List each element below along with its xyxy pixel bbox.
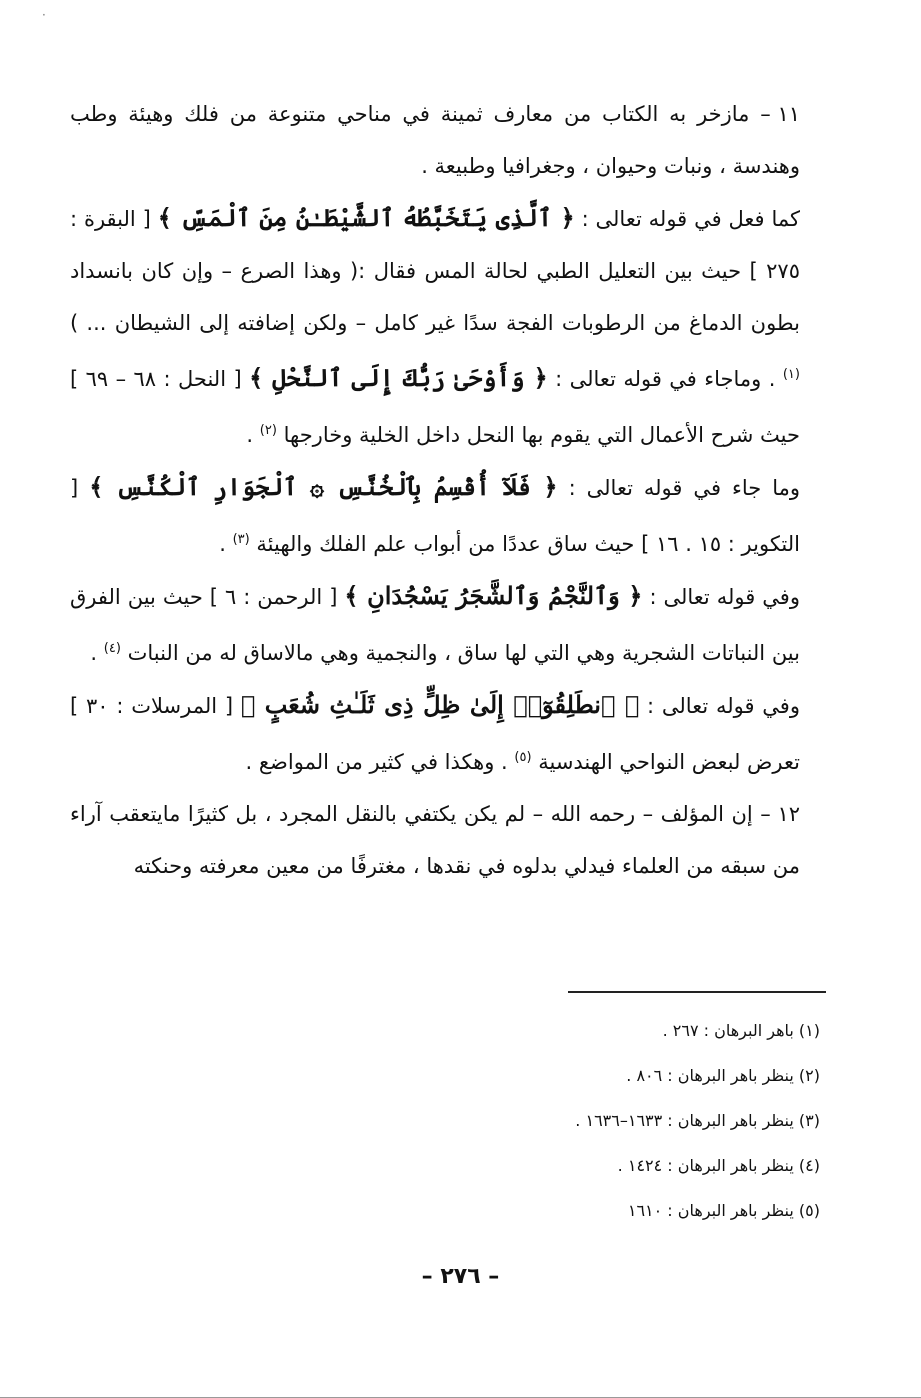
paragraph-text: [ النحل : ٦٨ – ٦٩ ] حيث شرح الأعمال التي يقوم بها النحل داخل الخلية وخارجها [70,367,800,447]
footnote-ref: (٣) [232,532,250,547]
item-number: ١١ – [760,102,800,126]
body-text [70,88,800,892]
paragraph-text: [ الرحمن : ٦ ] حيث بين الفرق بين النباتات الشجرية وهي التي لها ساق ، والنجمية وهي مالاساق له من النبات [70,585,800,665]
footnote-separator [568,991,826,993]
paragraph-mass [70,192,800,461]
quran-verse: ﴿ وَأَوْحَىٰ رَبُّكَ إِلَى ٱلنَّحْلِ ﴾ [249,363,548,392]
quran-verse: ﴿ ٱلَّذِى يَتَخَبَّطُهُ ٱلشَّيْطَـٰنُ مِنَ ٱلْمَسِّ ﴾ [157,203,575,232]
footnote-ref: (١) [782,367,800,382]
paragraph-11 [70,88,800,192]
paragraph-12 [70,788,800,892]
paragraph-khunnas [70,461,800,570]
page-number: – ٢٧٦ – [421,1264,500,1289]
footnote-ref: (٥) [514,750,532,765]
paragraph-najm [70,570,800,679]
quran-verse: ﴿ فَلَآ أُقْسِمُ بِٱلْخُنَّسِ ۞ ٱلْجَوَارِ ٱلْكُنَّسِ ﴾ [89,472,558,501]
item-number: ١٢ – [760,802,800,826]
paragraph-text: [ التكوير : ١٥ . ١٦ ] حيث ساق عددًا من أبواب علم الفلك والهيئة [70,476,800,556]
footnote-ref: (٤) [103,641,121,656]
footnote: (١) باهر البرهان : ٢٦٧ . [662,1021,820,1040]
paragraph-end: . [219,532,226,556]
paragraph-end: . [246,423,254,447]
quran-verse: ﴿ ٱنطَلِقُوٓا۟ إِلَىٰ ظِلٍّ ذِى ثَلَـٰثِ شُعَبٍ ﴾ [240,690,640,719]
quran-verse: ﴿ وَٱلنَّجْمُ وَٱلشَّجَرُ يَسْجُدَانِ ﴾ [344,581,643,610]
paragraph-text: مازخر به الكتاب من معارف ثمينة في مناحي متنوعة من فلك وهيئة وطب وهندسة ، ونبات وحيوان ، وجغرافيا وطبيعة . [70,102,800,178]
paragraph-text: [ البقرة : ٢٧٥ ] حيث بين التعليل الطبي لحالة المس فقال :( وهذا الصرع – وإن كان بانسداد بطون الدماغ من الرطوبات الفجة سدًا غير كامل – ولكن إضافته إلى الشيطان ... ) [70,207,800,335]
paragraph-lead: وفي قوله تعالى : [649,585,800,609]
paragraph-zill [70,679,800,788]
paragraph-lead: وفي قوله تعالى : [647,694,800,718]
paragraph-end: . [90,641,98,665]
footnote: (٢) ينظر باهر البرهان : ٨٠٦ . [626,1066,820,1085]
paragraph-text: إن المؤلف – رحمه الله – لم يكن يكتفي بالنقل المجرد ، بل كثيرًا مايتعقب آراء من سبقه من العلماء فيدلي بدلوه في نقدها ، مغترفًا من معين معرفته وحنكته [70,802,800,878]
footnote-ref: (٢) [259,423,277,438]
paragraph-lead: كما فعل في قوله تعالى : [581,207,800,231]
paragraph-text: . وماجاء في قوله تعالى : [555,367,776,391]
footnote: (٤) ينظر باهر البرهان : ١٤٢٤ . [617,1156,820,1175]
paragraph-lead: وما جاء في قوله تعالى : [568,476,800,500]
footnote: (٣) ينظر باهر البرهان : ١٦٣٣–١٦٣٦ . [575,1111,820,1130]
scan-mark: · [42,8,46,22]
footnotes [400,1008,820,1233]
footnote: (٥) ينظر باهر البرهان : ١٦١٠ [627,1201,820,1220]
paragraph-text: [ المرسلات : ٣٠ ] تعرض لبعض النواحي الهندسية [70,694,800,774]
paragraph-end: . وهكذا في كثير من المواضع . [245,750,508,774]
